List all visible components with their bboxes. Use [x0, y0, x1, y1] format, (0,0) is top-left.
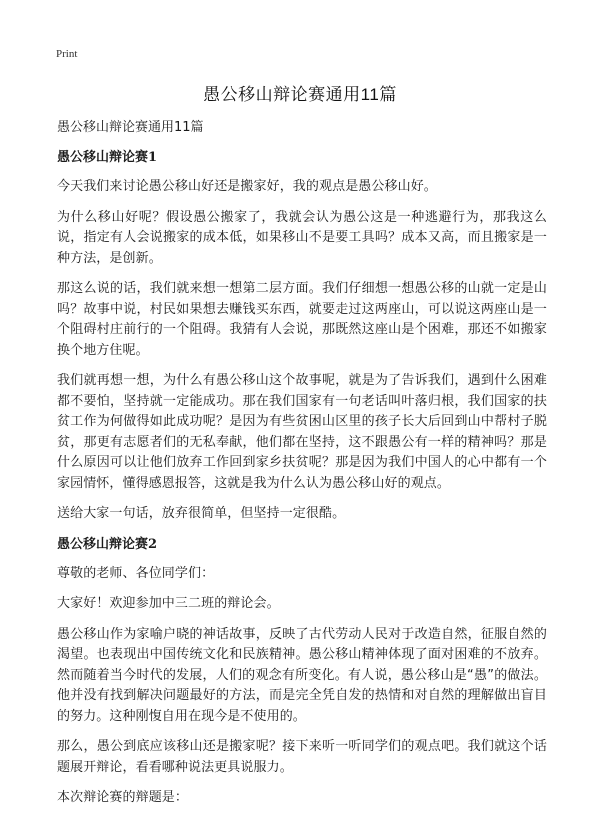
paragraph: 今天我们来讨论愚公移山好还是搬家好，我的观点是愚公移山好。 — [57, 179, 437, 194]
paragraph: 那这么说的话，我们就来想一想第二层方面。我们仔细想一想愚公移的山就一定是山吗？故事中说，村民如果想去赚钱买东西，就要走过这两座山，可以说这两座山是一个阻碍村庄前行的一个阻碍。我猜有人会说，那既然这座山是个困难，那还不如搬家换个地方住呢。 — [57, 281, 547, 358]
paragraph: 大家好！欢迎参加中三二班的辩论会。 — [57, 596, 280, 611]
paragraph: 愚公移山作为家喻户晓的神话故事，反映了古代劳动人民对于改造自然，征服自然的渴望。也表现出中国传统文化和民族精神。愚公移山精神体现了面对困难的不放弃。然而随着当今时代的发展，人们的观念有所变化。有人说，愚公移山是“愚”的做法。他并没有找到解决问题最好的方法，而是完全凭自发的热情和对自然的理解做出盲目的努力。这种刚愎自用在现今是不使用的。 — [57, 626, 547, 724]
paragraph: 送给大家一句话，放弃很简单，但坚持一定很酷。 — [57, 506, 346, 521]
paragraph: 为什么移山好呢？假设愚公搬家了，我就会认为愚公这是一种逃避行为，那我这么说，指定有人会说搬家的成本低，如果移山不是要工具吗？成本又高，而且搬家是一种方法，是创新。 — [57, 209, 547, 266]
paragraph: 那么，愚公到底应该移山还是搬家呢？接下来听一听同学们的观点吧。我们就这个话题展开辩论，看看哪种说法更具说服力。 — [57, 739, 547, 775]
document-subtitle: 愚公移山辩论赛通用11篇 — [57, 120, 204, 135]
document-body — [57, 118, 547, 819]
section-heading-1: 愚公移山辩论赛1 — [57, 150, 158, 165]
paragraph: 本次辩论赛的辩题是： — [57, 790, 189, 805]
section-heading-2: 愚公移山辩论赛2 — [57, 536, 158, 552]
page-title: 愚公移山辩论赛通用11篇 — [203, 85, 397, 104]
paragraph: 我们就再想一想，为什么有愚公移山这个故事呢，就是为了告诉我们，遇到什么困难都不要怕，坚持就一定能成功。那在我们国家有一句老话叫叶落归根，我们国家的扶贫工作为何做得如此成功呢？是因为有些贫困山区里的孩子长大后回到山中帮村子脱贫，那更有志愿者们的无私奉献，他们都在坚持，这不跟愚公有一样的精神吗？那是什么原因可以让他们放弃工作回到家乡扶贫呢？那是因为我们中国人的心中都有一个家园情怀，懂得感恩报答，这就是我为什么认为愚公移山好的观点。 — [57, 373, 547, 491]
paragraph: 尊敬的老师、各位同学们： — [57, 565, 215, 581]
print-label[interactable]: Print — [56, 48, 78, 60]
